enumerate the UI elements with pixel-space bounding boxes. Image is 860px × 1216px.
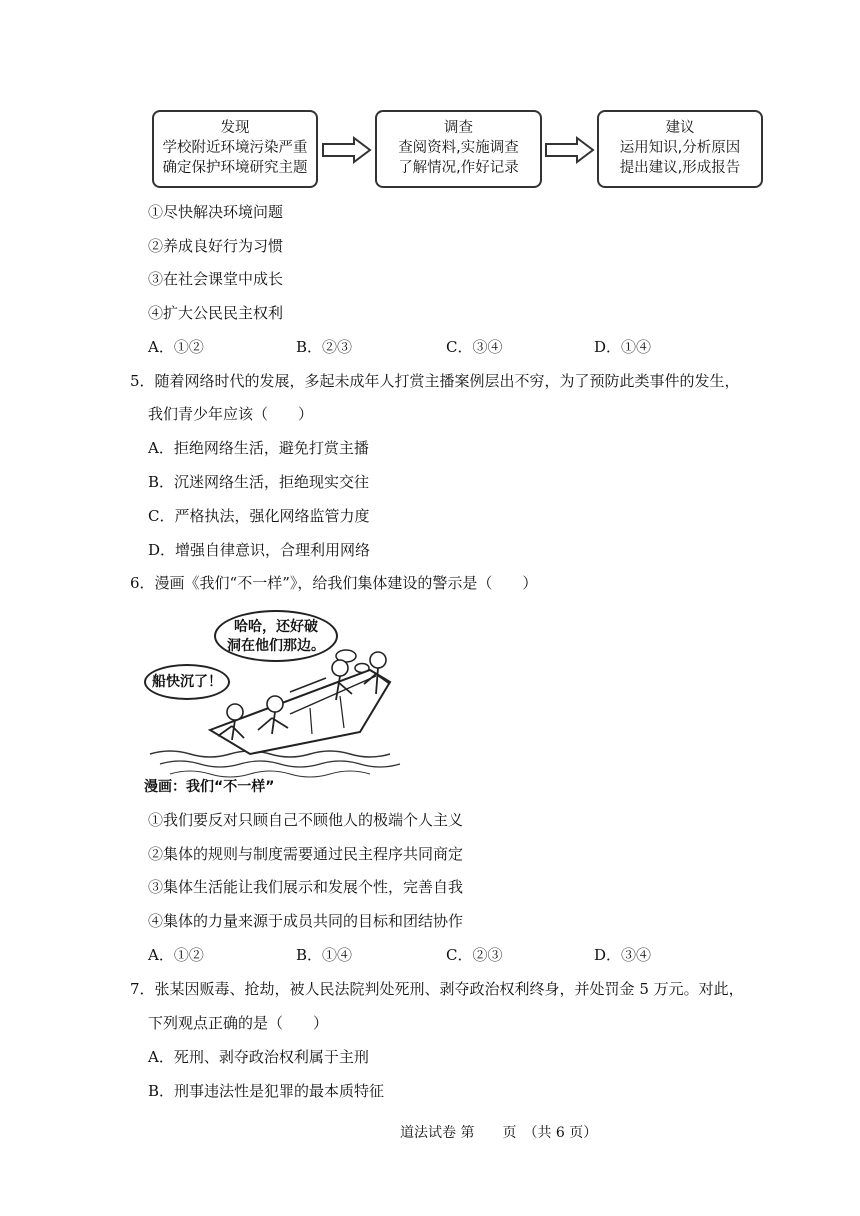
q6-choice-a: A．①② (148, 946, 204, 964)
q7-option-a: A．死刑、剥夺政治权利属于主刑 (148, 1048, 369, 1066)
flow-box-line: 查阅资料,实施调查 (398, 140, 519, 156)
q6-choice-b: B．①④ (296, 946, 353, 964)
q6-item-4: ④集体的力量来源于成员共同的目标和团结协作 (148, 912, 464, 930)
q6-choice-c: C．②③ (446, 946, 503, 964)
flow-box-suggest (597, 110, 763, 188)
flow-box-title: 发现 (220, 120, 250, 136)
flow-box-line: 确定保护环境研究主题 (162, 160, 308, 176)
q5-option-d: D．增强自律意识，合理利用网络 (148, 541, 371, 559)
flow-box-line: 提出建议,形成报告 (619, 160, 741, 176)
q4-choice-c: C．③④ (446, 338, 503, 356)
arrow-right-icon (545, 136, 595, 164)
speech-bubble-right (214, 610, 338, 662)
q5-stem-line-2: 我们青少年应该（ ） (148, 405, 314, 423)
q6-stem: 6．漫画《我们“不一样”》，给我们集体建设的警示是（ ） (130, 574, 538, 592)
q5-option-b: B．沉迷网络生活，拒绝现实交往 (148, 473, 370, 491)
flow-box-line: 运用知识,分析原因 (619, 140, 741, 156)
bubble-left-text: 船快沉了！ (152, 674, 222, 690)
q7-stem-line-1: 7．张某因贩毒、抢劫，被人民法院判处死刑、剥夺政治权利终身，并处罚金 5 万元。对此， (130, 980, 744, 998)
flow-box-line: 了解情况,作好记录 (398, 160, 519, 176)
q5-option-a: A．拒绝网络生活，避免打赏主播 (148, 439, 369, 457)
q4-choice-d: D．①④ (594, 338, 652, 356)
arrow-right-icon (322, 136, 372, 164)
flow-box-line: 学校附近环境污染严重 (162, 140, 308, 156)
q6-choice-d: D．③④ (594, 946, 652, 964)
q5-option-c: C．严格执法，强化网络监管力度 (148, 507, 370, 525)
bubble-right-line-1: 哈哈，还好破 (234, 619, 318, 635)
q7-stem-line-2: 下列观点正确的是（ ） (148, 1014, 329, 1032)
flow-box-investigate (375, 110, 542, 188)
q6-item-2: ②集体的规则与制度需要通过民主程序共同商定 (148, 845, 464, 863)
flow-box-title: 建议 (665, 120, 695, 136)
q5-stem-line-1: 5．随着网络时代的发展，多起未成年人打赏主播案例层出不穷，为了预防此类事件的发生， (130, 372, 740, 390)
q4-choice-a: A．①② (148, 338, 204, 356)
q7-option-b: B．刑事违法性是犯罪的最本质特征 (148, 1082, 385, 1100)
q6-item-3: ③集体生活能让我们展示和发展个性，完善自我 (148, 878, 464, 896)
q4-choice-b: B．②③ (296, 338, 353, 356)
q4-item-3: ③在社会课堂中成长 (148, 270, 284, 288)
q4-item-1: ①尽快解决环境问题 (148, 203, 284, 221)
q6-item-1: ①我们要反对只顾自己不顾他人的极端个人主义 (148, 811, 464, 829)
flow-box-discover (152, 110, 318, 188)
q4-item-2: ②养成良好行为习惯 (148, 237, 284, 255)
flow-box-title: 调查 (444, 120, 473, 136)
q4-item-4: ④扩大公民民主权利 (148, 304, 284, 322)
cartoon-caption: 漫画：我们“不一样” (144, 779, 275, 795)
cartoon-illustration (140, 604, 410, 800)
speech-bubble-left (144, 664, 230, 700)
bubble-right-line-2: 洞在他们那边。 (227, 638, 325, 654)
page-footer: 道法试卷 第 页 （共 6 页） (400, 1125, 598, 1141)
